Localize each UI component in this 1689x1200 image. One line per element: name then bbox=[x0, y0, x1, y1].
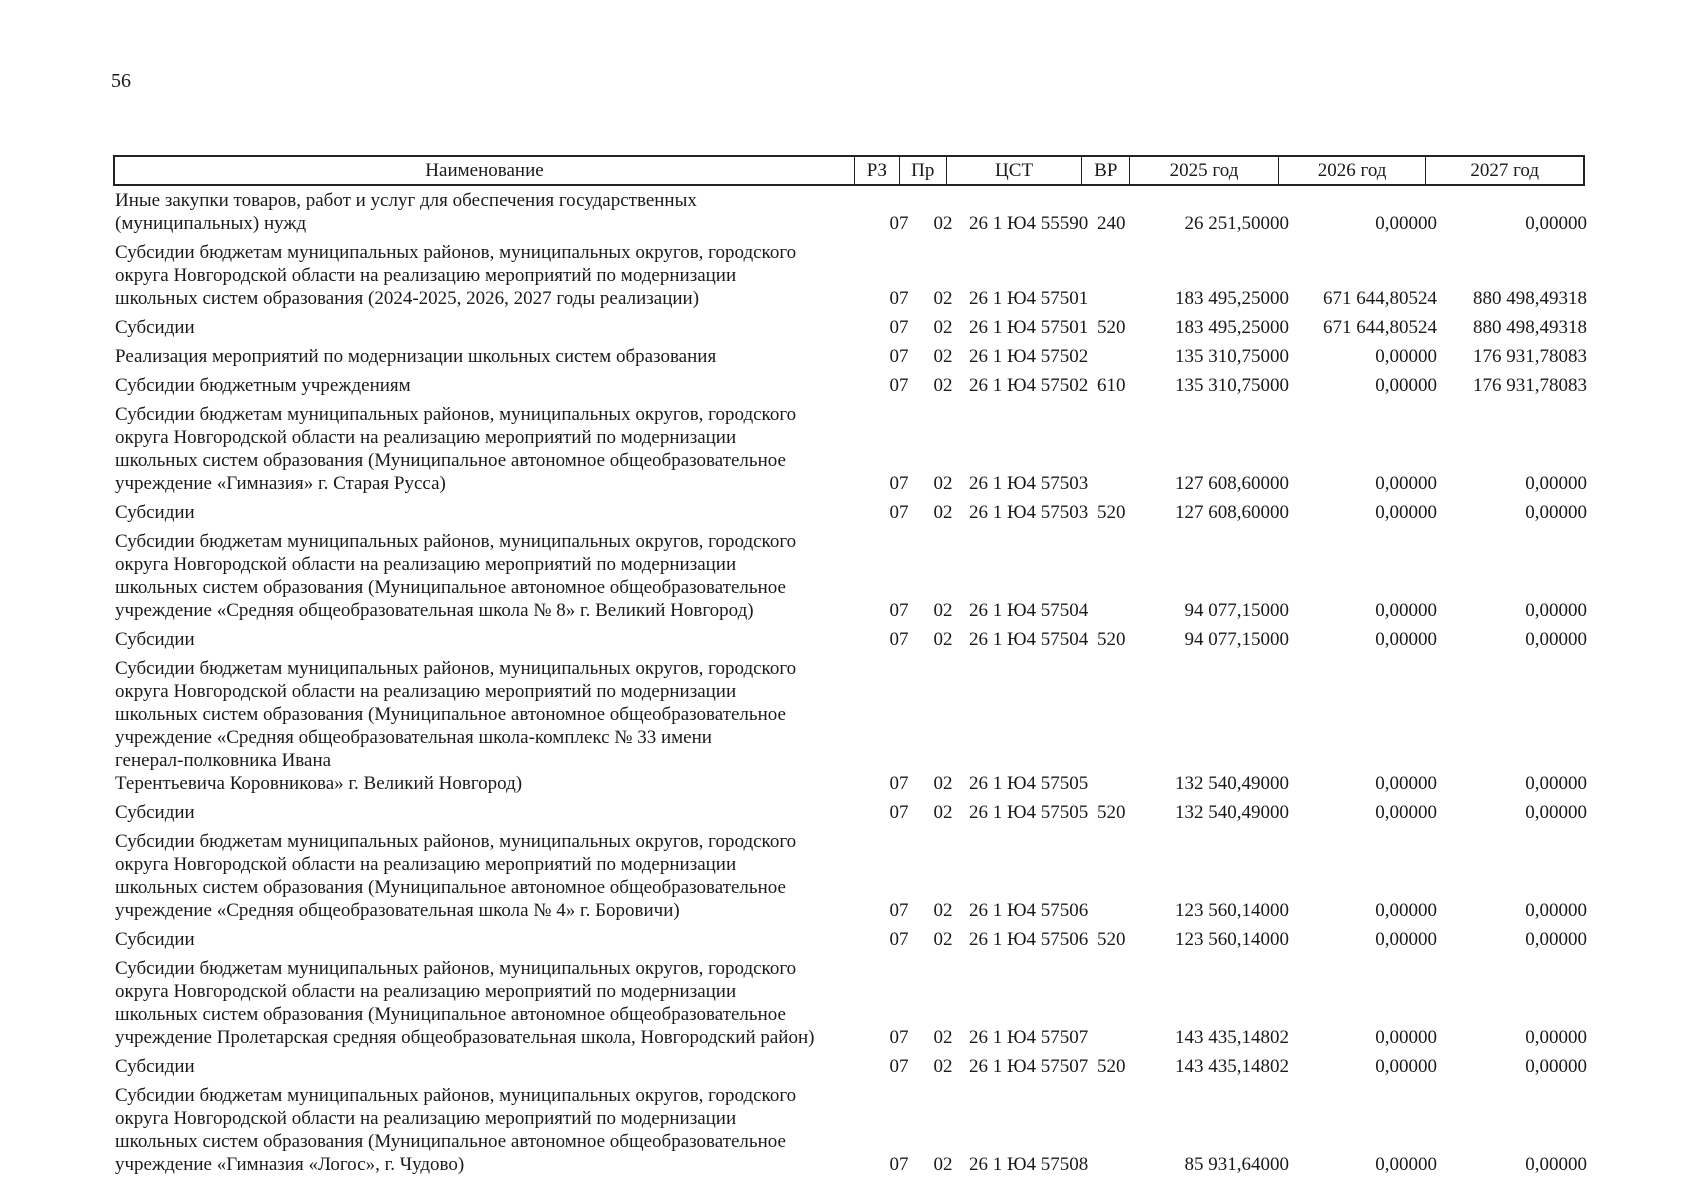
table-header bbox=[113, 155, 1585, 186]
cell-y2027: 0,00000 bbox=[1525, 802, 1587, 823]
header-2026: 2026 год bbox=[1279, 157, 1427, 184]
cell-rz: 07 bbox=[889, 317, 909, 338]
cell-name: Субсидии bbox=[115, 1056, 195, 1077]
cell-y2027: 0,00000 bbox=[1525, 1027, 1587, 1048]
table-row bbox=[113, 1055, 1593, 1078]
cell-cst: 26 1 Ю4 57502 bbox=[969, 346, 1089, 367]
cell-cst: 26 1 Ю4 57504 bbox=[969, 600, 1089, 621]
cell-y2026: 0,00000 bbox=[1375, 802, 1437, 823]
table-row bbox=[113, 530, 1593, 622]
cell-vr: 520 bbox=[1097, 929, 1126, 950]
cell-pr: 02 bbox=[933, 346, 953, 367]
cell-y2027: 176 931,78083 bbox=[1473, 346, 1587, 367]
cell-vr: 240 bbox=[1097, 213, 1126, 234]
cell-rz: 07 bbox=[889, 629, 909, 650]
cell-cst: 26 1 Ю4 57504 bbox=[969, 629, 1089, 650]
table-row bbox=[113, 628, 1593, 651]
cell-rz: 07 bbox=[889, 900, 909, 921]
cell-name: Субсидии бюджетам муниципальных районов, муниципальных округов, городского округа Новгородской области на реализацию мероприятий по модернизации школьных систем образования (Муниципальное автономное общеобразовательное учреждение «Средняя общеобразовательная школа № 8» г. Великий Новгород) bbox=[115, 531, 797, 621]
cell-cst: 26 1 Ю4 57506 bbox=[969, 929, 1089, 950]
cell-y2025: 85 931,64000 bbox=[1184, 1154, 1289, 1175]
header-rz: РЗ bbox=[855, 157, 900, 184]
cell-y2026: 0,00000 bbox=[1375, 473, 1437, 494]
cell-y2025: 123 560,14000 bbox=[1175, 929, 1289, 950]
table-row bbox=[113, 801, 1593, 824]
cell-y2025: 183 495,25000 bbox=[1175, 317, 1289, 338]
cell-y2026: 0,00000 bbox=[1375, 929, 1437, 950]
cell-y2026: 0,00000 bbox=[1375, 1027, 1437, 1048]
cell-cst: 26 1 Ю4 57506 bbox=[969, 900, 1089, 921]
cell-pr: 02 bbox=[933, 317, 953, 338]
cell-y2026: 0,00000 bbox=[1375, 600, 1437, 621]
cell-cst: 26 1 Ю4 57503 bbox=[969, 473, 1089, 494]
cell-y2025: 132 540,49000 bbox=[1175, 773, 1289, 794]
cell-name: Субсидии бюджетам муниципальных районов, муниципальных округов, городского округа Новгородской области на реализацию мероприятий по модернизации школьных систем образования (Муниципальное автономное общеобразовательное учреждение «Гимназия» г. Старая Русса) bbox=[115, 404, 797, 494]
cell-name: Иные закупки товаров, работ и услуг для обеспечения государственных (муниципальных) нужд bbox=[115, 190, 697, 234]
cell-cst: 26 1 Ю4 57501 bbox=[969, 317, 1089, 338]
cell-vr: 520 bbox=[1097, 502, 1126, 523]
cell-y2026: 0,00000 bbox=[1375, 900, 1437, 921]
cell-vr: 520 bbox=[1097, 629, 1126, 650]
table-row bbox=[113, 189, 1593, 235]
table-row bbox=[113, 403, 1593, 495]
cell-y2026: 0,00000 bbox=[1375, 773, 1437, 794]
cell-pr: 02 bbox=[933, 929, 953, 950]
cell-pr: 02 bbox=[933, 1056, 953, 1077]
cell-rz: 07 bbox=[889, 375, 909, 396]
cell-y2027: 0,00000 bbox=[1525, 1056, 1587, 1077]
header-vr: ВР bbox=[1082, 157, 1130, 184]
cell-y2027: 0,00000 bbox=[1525, 473, 1587, 494]
cell-cst: 26 1 Ю4 57505 bbox=[969, 773, 1089, 794]
cell-y2027: 0,00000 bbox=[1525, 1154, 1587, 1175]
cell-pr: 02 bbox=[933, 629, 953, 650]
table-row bbox=[113, 957, 1593, 1049]
cell-pr: 02 bbox=[933, 213, 953, 234]
cell-y2026: 0,00000 bbox=[1375, 1056, 1437, 1077]
cell-cst: 26 1 Ю4 57501 bbox=[969, 288, 1089, 309]
cell-y2026: 0,00000 bbox=[1375, 375, 1437, 396]
cell-y2025: 94 077,15000 bbox=[1184, 600, 1289, 621]
cell-y2025: 26 251,50000 bbox=[1184, 213, 1289, 234]
table-row bbox=[113, 241, 1593, 310]
cell-rz: 07 bbox=[889, 1027, 909, 1048]
table-row bbox=[113, 501, 1593, 524]
header-2025: 2025 год bbox=[1130, 157, 1279, 184]
cell-y2025: 183 495,25000 bbox=[1175, 288, 1289, 309]
cell-name: Субсидии bbox=[115, 502, 195, 523]
cell-y2027: 0,00000 bbox=[1525, 900, 1587, 921]
cell-pr: 02 bbox=[933, 802, 953, 823]
cell-y2026: 0,00000 bbox=[1375, 629, 1437, 650]
cell-y2025: 123 560,14000 bbox=[1175, 900, 1289, 921]
table-row bbox=[113, 345, 1593, 368]
cell-pr: 02 bbox=[933, 288, 953, 309]
cell-name: Реализация мероприятий по модернизации школьных систем образования bbox=[115, 346, 717, 367]
cell-rz: 07 bbox=[889, 802, 909, 823]
cell-pr: 02 bbox=[933, 375, 953, 396]
cell-y2027: 176 931,78083 bbox=[1473, 375, 1587, 396]
cell-rz: 07 bbox=[889, 929, 909, 950]
cell-rz: 07 bbox=[889, 1056, 909, 1077]
cell-pr: 02 bbox=[933, 600, 953, 621]
cell-y2025: 94 077,15000 bbox=[1184, 629, 1289, 650]
cell-vr: 520 bbox=[1097, 317, 1126, 338]
cell-pr: 02 bbox=[933, 900, 953, 921]
header-name: Наименование bbox=[115, 157, 855, 184]
table-row bbox=[113, 830, 1593, 922]
cell-name: Субсидии бюджетам муниципальных районов, муниципальных округов, городского округа Новгородской области на реализацию мероприятий по модернизации школьных систем образования (2024-2025, 2026, 2027 годы реализации) bbox=[115, 242, 797, 309]
cell-pr: 02 bbox=[933, 502, 953, 523]
cell-cst: 26 1 Ю4 57505 bbox=[969, 802, 1089, 823]
cell-rz: 07 bbox=[889, 502, 909, 523]
cell-y2027: 0,00000 bbox=[1525, 213, 1587, 234]
cell-rz: 07 bbox=[889, 288, 909, 309]
table-row bbox=[113, 657, 1593, 795]
cell-name: Субсидии бюджетам муниципальных районов, муниципальных округов, городского округа Новгородской области на реализацию мероприятий по модернизации школьных систем образования (Муниципальное автономное общеобразовательное учреждение «Средняя общеобразовательная школа № 4» г. Боровичи) bbox=[115, 831, 797, 921]
cell-y2026: 0,00000 bbox=[1375, 213, 1437, 234]
cell-y2027: 880 498,49318 bbox=[1473, 317, 1587, 338]
cell-vr: 520 bbox=[1097, 1056, 1126, 1077]
cell-pr: 02 bbox=[933, 1027, 953, 1048]
cell-cst: 26 1 Ю4 57502 bbox=[969, 375, 1089, 396]
cell-cst: 26 1 Ю4 55590 bbox=[969, 213, 1089, 234]
cell-name: Субсидии бюджетам муниципальных районов, муниципальных округов, городского округа Новгородской области на реализацию мероприятий по модернизации школьных систем образования (Муниципальное автономное общеобразовательное учреждение Пролетарская средняя общеобразовательная школа, Новгородский район) bbox=[115, 958, 815, 1048]
cell-cst: 26 1 Ю4 57507 bbox=[969, 1056, 1089, 1077]
cell-y2026: 671 644,80524 bbox=[1323, 317, 1437, 338]
cell-y2026: 0,00000 bbox=[1375, 346, 1437, 367]
cell-name: Субсидии бюджетам муниципальных районов, муниципальных округов, городского округа Новгородской области на реализацию мероприятий по модернизации школьных систем образования (Муниципальное автономное общеобразовательное учреждение «Гимназия «Логос», г. Чудово) bbox=[115, 1085, 797, 1175]
cell-rz: 07 bbox=[889, 600, 909, 621]
table-row bbox=[113, 374, 1593, 397]
table-row bbox=[113, 316, 1593, 339]
cell-y2027: 0,00000 bbox=[1525, 502, 1587, 523]
cell-name: Субсидии bbox=[115, 929, 195, 950]
cell-rz: 07 bbox=[889, 773, 909, 794]
table-row bbox=[113, 1084, 1593, 1176]
cell-y2027: 0,00000 bbox=[1525, 929, 1587, 950]
cell-vr: 520 bbox=[1097, 802, 1126, 823]
cell-y2027: 0,00000 bbox=[1525, 600, 1587, 621]
cell-y2025: 143 435,14802 bbox=[1175, 1056, 1289, 1077]
page-number: 56 bbox=[111, 70, 131, 92]
cell-y2025: 143 435,14802 bbox=[1175, 1027, 1289, 1048]
cell-y2026: 671 644,80524 bbox=[1323, 288, 1437, 309]
cell-y2027: 880 498,49318 bbox=[1473, 288, 1587, 309]
cell-name: Субсидии бюджетным учреждениям bbox=[115, 375, 411, 396]
cell-vr: 610 bbox=[1097, 375, 1126, 396]
cell-rz: 07 bbox=[889, 1154, 909, 1175]
cell-name: Субсидии bbox=[115, 317, 195, 338]
cell-pr: 02 bbox=[933, 1154, 953, 1175]
cell-name: Субсидии bbox=[115, 629, 195, 650]
cell-y2025: 132 540,49000 bbox=[1175, 802, 1289, 823]
header-cst: ЦСТ bbox=[947, 157, 1083, 184]
table-body bbox=[113, 189, 1593, 1182]
cell-y2026: 0,00000 bbox=[1375, 1154, 1437, 1175]
cell-y2025: 135 310,75000 bbox=[1175, 346, 1289, 367]
cell-y2027: 0,00000 bbox=[1525, 629, 1587, 650]
cell-y2025: 127 608,60000 bbox=[1175, 473, 1289, 494]
cell-pr: 02 bbox=[933, 773, 953, 794]
cell-cst: 26 1 Ю4 57503 bbox=[969, 502, 1089, 523]
cell-cst: 26 1 Ю4 57508 bbox=[969, 1154, 1089, 1175]
cell-name: Субсидии бюджетам муниципальных районов, муниципальных округов, городского округа Новгородской области на реализацию мероприятий по модернизации школьных систем образования (Муниципальное автономное общеобразовательное учреждение «Средняя общеобразовательная школа-комплекс № 33 имени генерал-полковника Ивана Терентьевича Коровникова» г. Великий Новгород) bbox=[115, 658, 797, 794]
cell-cst: 26 1 Ю4 57507 bbox=[969, 1027, 1089, 1048]
header-2027: 2027 год bbox=[1470, 159, 1540, 181]
table-row bbox=[113, 928, 1593, 951]
cell-y2026: 0,00000 bbox=[1375, 502, 1437, 523]
cell-y2025: 127 608,60000 bbox=[1175, 502, 1289, 523]
cell-rz: 07 bbox=[889, 346, 909, 367]
cell-y2027: 0,00000 bbox=[1525, 773, 1587, 794]
cell-y2025: 135 310,75000 bbox=[1175, 375, 1289, 396]
header-pr: Пр bbox=[900, 157, 947, 184]
cell-rz: 07 bbox=[889, 213, 909, 234]
cell-pr: 02 bbox=[933, 473, 953, 494]
cell-rz: 07 bbox=[889, 473, 909, 494]
cell-name: Субсидии bbox=[115, 802, 195, 823]
